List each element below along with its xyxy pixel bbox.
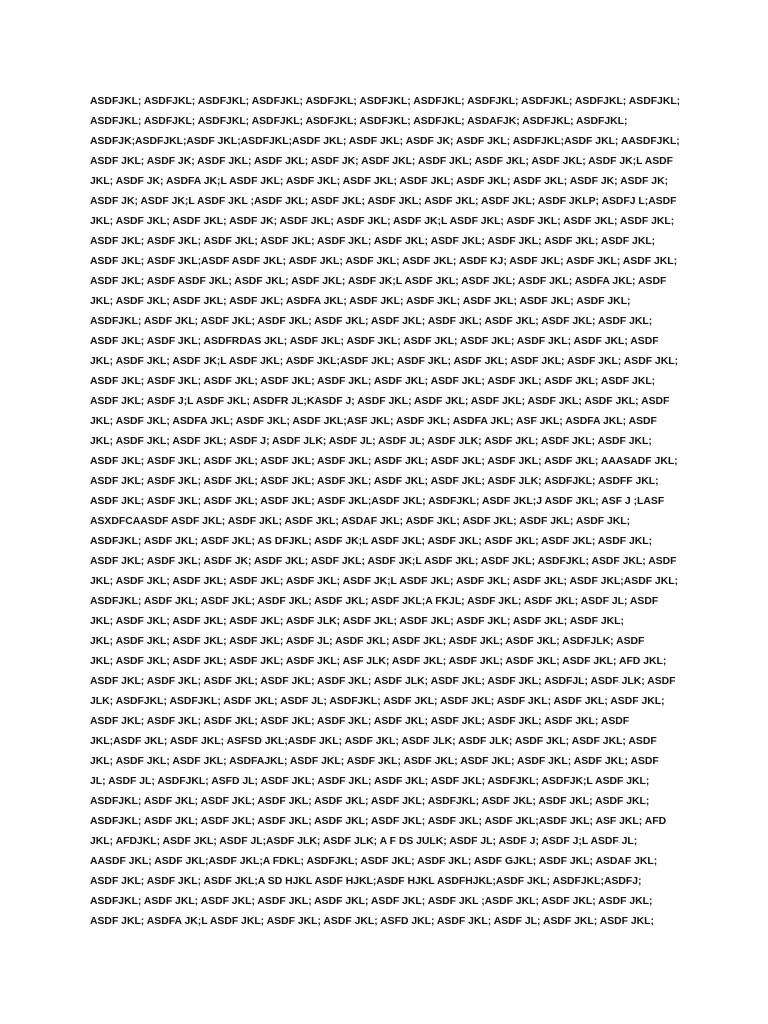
text-line: ASDFJKL; ASDF JKL; ASDF JKL; ASDF JKL; ASDF JKL; ASDF JKL; ASDFJKL; ASDF JKL; ASDF JKL; ASDF JKL;	[90, 796, 650, 807]
text-line: AASDF JKL; ASDF JKL;ASDF JKL;A FDKL; ASDFJKL; ASDF JKL; ASDF JKL; ASDF GJKL; ASDF JKL; ASDAF JKL;	[90, 856, 658, 867]
text-line: ASDFJKL; ASDF JKL; ASDF JKL; ASDF JKL; ASDF JKL; ASDF JKL; ASDF JKL ;ASDF JKL; ASDF JKL; ASDF JKL;	[90, 896, 653, 907]
text-line: JKL; ASDF JKL; ASDF JKL; ASDF JKL; ASDFA JKL; ASDF JKL; ASDF JKL; ASDF JKL; ASDF JKL; ASDF JKL;	[90, 296, 631, 307]
text-line: JKL; ASDF JKL; ASDF JKL; ASDF J; ASDF JLK; ASDF JL; ASDF JL; ASDF JLK; ASDF JKL; ASDF JKL; ASDF JKL;	[90, 436, 652, 447]
text-line: ASDF JKL; ASDFA JK;L ASDF JKL; ASDF JKL; ASDF JKL; ASFD JKL; ASDF JKL; ASDF JL; ASDF JKL; ASDF JKL;	[90, 916, 654, 927]
text-line: JL; ASDF JL; ASDFJKL; ASFD JL; ASDF JKL; ASDF JKL; ASDF JKL; ASDF JKL; ASDFJKL; ASDFJK;L ASDF JKL;	[90, 776, 650, 787]
text-line: ASDFJKL; ASDFJKL; ASDFJKL; ASDFJKL; ASDFJKL; ASDFJKL; ASDFJKL; ASDAFJK; ASDFJKL; ASDFJKL;	[90, 116, 628, 127]
text-line: ASDF JKL; ASDF JKL; ASDF JKL; ASDF JKL; ASDF JKL; ASDF JKL; ASDF JKL; ASDF JKL; ASDF JKL; ASDF JKL;	[90, 376, 656, 387]
text-line: ASXDFCAASDF ASDF JKL; ASDF JKL; ASDF JKL; ASDAF JKL; ASDF JKL; ASDF JKL; ASDF JKL; ASDF JKL;	[90, 516, 631, 527]
text-line: JKL; ASDF JKL; ASDF JKL; ASDFAJKL; ASDF JKL; ASDF JKL; ASDF JKL; ASDF JKL; ASDF JKL; ASDF JKL; ASDF	[90, 756, 659, 767]
text-line: ASDFJKL; ASDF JKL; ASDF JKL; ASDF JKL; ASDF JKL; ASDF JKL;A FKJL; ASDF JKL; ASDF JKL; ASDF JL; ASDF	[90, 596, 659, 607]
text-line: ASDF JKL; ASDF JKL; ASDF JKL;A SD HJKL ASDF HJKL;ASDF HJKL ASDFHJKL;ASDF JKL; ASDFJKL;ASDFJ;	[90, 876, 642, 887]
text-line: ASDF JKL; ASDF JKL; ASDF JKL; ASDF JKL; ASDF JKL; ASDF JKL; ASDF JKL; ASDF JKL; ASDF JKL; AAASADF JKL;	[90, 456, 678, 467]
body-text	[90, 92, 680, 932]
text-line: JKL; ASDF JKL; ASDF JKL; ASDF JKL; ASDF JLK; ASDF JKL; ASDF JKL; ASDF JKL; ASDF JKL; ASDF JKL;	[90, 616, 624, 627]
text-line: JKL; ASDF JK; ASDFA JK;L ASDF JKL; ASDF JKL; ASDF JKL; ASDF JKL; ASDF JKL; ASDF JKL; ASDF JK; ASDF JK;	[90, 176, 669, 187]
text-line: ASDFJKL; ASDF JKL; ASDF JKL; ASDF JKL; ASDF JKL; ASDF JKL; ASDF JKL; ASDF JKL; ASDF JKL; ASDF JKL;	[90, 316, 653, 327]
text-line: ASDF JKL; ASDF JK; ASDF JKL; ASDF JKL; ASDF JK; ASDF JKL; ASDF JKL; ASDF JKL; ASDF JKL; ASDF JK;L ASDF	[90, 156, 674, 167]
text-line: ASDFJKL; ASDFJKL; ASDFJKL; ASDFJKL; ASDFJKL; ASDFJKL; ASDFJKL; ASDFJKL; ASDFJKL; ASDFJKL; ASDFJKL;	[90, 96, 680, 107]
text-line: ASDF JKL; ASDF JKL;ASDF ASDF JKL; ASDF JKL; ASDF JKL; ASDF JKL; ASDF KJ; ASDF JKL; ASDF JKL; ASDF JKL;	[90, 256, 678, 267]
text-line: ASDF JKL; ASDF J;L ASDF JKL; ASDFR JL;KASDF J; ASDF JKL; ASDF JKL; ASDF JKL; ASDF JKL; ASDF JKL; ASDF	[90, 396, 670, 407]
text-line: ASDF JKL; ASDF JKL; ASDF JK; ASDF JKL; ASDF JKL; ASDF JK;L ASDF JKL; ASDF JKL; ASDFJKL; ASDF JKL; ASDF	[90, 556, 677, 567]
text-line: ASDF JKL; ASDF JKL; ASDF JKL; ASDF JKL; ASDF JKL; ASDF JKL; ASDF JKL; ASDF JKL; ASDF JKL; ASDF JKL;	[90, 236, 656, 247]
text-line: JKL; ASDF JKL; ASDF JKL; ASDF JKL; ASDF JKL; ASDF JK;L ASDF JKL; ASDF JKL; ASDF JKL; ASDF JKL;ASDF JKL;	[90, 576, 679, 587]
text-line: JKL; ASDF JKL; ASDF JKL; ASDF JK; ASDF JKL; ASDF JKL; ASDF JK;L ASDF JKL; ASDF JKL; ASDF JKL; ASDF JKL;	[90, 216, 675, 227]
text-line: JKL; ASDF JKL; ASDF JKL; ASDF JKL; ASDF JL; ASDF JKL; ASDF JKL; ASDF JKL; ASDF JKL; ASDFJLK; ASDF	[90, 636, 645, 647]
text-line: JKL; ASDF JKL; ASDF JKL; ASDF JKL; ASDF JKL; ASF JLK; ASDF JKL; ASDF JKL; ASDF JKL; ASDF JKL; AFD JKL;	[90, 656, 667, 667]
text-line: ASDF JKL; ASDF JKL; ASDF JKL; ASDF JKL; ASDF JKL;ASDF JKL; ASDFJKL; ASDF JKL;J ASDF JKL; ASF J ;LASF	[90, 496, 665, 507]
text-line: JLK; ASDFJKL; ASDFJKL; ASDF JKL; ASDF JL; ASDFJKL; ASDF JKL; ASDF JKL; ASDF JKL; ASDF JKL; ASDF JKL;	[90, 696, 665, 707]
text-line: ASDFJKL; ASDF JKL; ASDF JKL; AS DFJKL; ASDF JK;L ASDF JKL; ASDF JKL; ASDF JKL; ASDF JKL; ASDF JKL;	[90, 536, 653, 547]
text-line: JKL; AFDJKL; ASDF JKL; ASDF JL;ASDF JLK; ASDF JLK; A F DS JULK; ASDF JL; ASDF J; ASDF J;L ASDF JL;	[90, 836, 638, 847]
text-line: ASDF JK; ASDF JK;L ASDF JKL ;ASDF JKL; ASDF JKL; ASDF JKL; ASDF JKL; ASDF JKL; ASDF JKLP; ASDFJ L;ASDF	[90, 196, 677, 207]
text-line: ASDF JKL; ASDF JKL; ASDF JKL; ASDF JKL; ASDF JKL; ASDF JLK; ASDF JKL; ASDF JKL; ASDFJL; ASDF JLK; ASDF	[90, 676, 676, 687]
text-line: ASDFJK;ASDFJKL;ASDF JKL;ASDFJKL;ASDF JKL; ASDF JKL; ASDF JK; ASDF JKL; ASDFJKL;ASDF JKL; AASDFJKL;	[90, 136, 680, 147]
text-line: JKL;ASDF JKL; ASDF JKL; ASFSD JKL;ASDF JKL; ASDF JKL; ASDF JLK; ASDF JLK; ASDF JKL; ASDF JKL; ASDF	[90, 736, 657, 747]
text-line: JKL; ASDF JKL; ASDFA JKL; ASDF JKL; ASDF JKL;ASF JKL; ASDF JKL; ASDFA JKL; ASF JKL; ASDFA JKL; ASDF	[90, 416, 657, 427]
text-line: ASDF JKL; ASDF JKL; ASDF JKL; ASDF JKL; ASDF JKL; ASDF JKL; ASDF JKL; ASDF JLK; ASDFJKL; ASDFF JKL;	[90, 476, 659, 487]
text-line: ASDFJKL; ASDF JKL; ASDF JKL; ASDF JKL; ASDF JKL; ASDF JKL; ASDF JKL; ASDF JKL;ASDF JKL; ASF JKL; AFD	[90, 816, 667, 827]
text-line: ASDF JKL; ASDF ASDF JKL; ASDF JKL; ASDF JKL; ASDF JK;L ASDF JKL; ASDF JKL; ASDF JKL; ASDFA JKL; ASDF	[90, 276, 667, 287]
text-line: ASDF JKL; ASDF JKL; ASDF JKL; ASDF JKL; ASDF JKL; ASDF JKL; ASDF JKL; ASDF JKL; ASDF JKL; ASDF	[90, 716, 630, 727]
text-line: JKL; ASDF JKL; ASDF JK;L ASDF JKL; ASDF JKL;ASDF JKL; ASDF JKL; ASDF JKL; ASDF JKL; ASDF JKL; ASDF JKL;	[90, 356, 679, 367]
text-line: ASDF JKL; ASDF JKL; ASDFRDAS JKL; ASDF JKL; ASDF JKL; ASDF JKL; ASDF JKL; ASDF JKL; ASDF JKL; ASDF	[90, 336, 659, 347]
